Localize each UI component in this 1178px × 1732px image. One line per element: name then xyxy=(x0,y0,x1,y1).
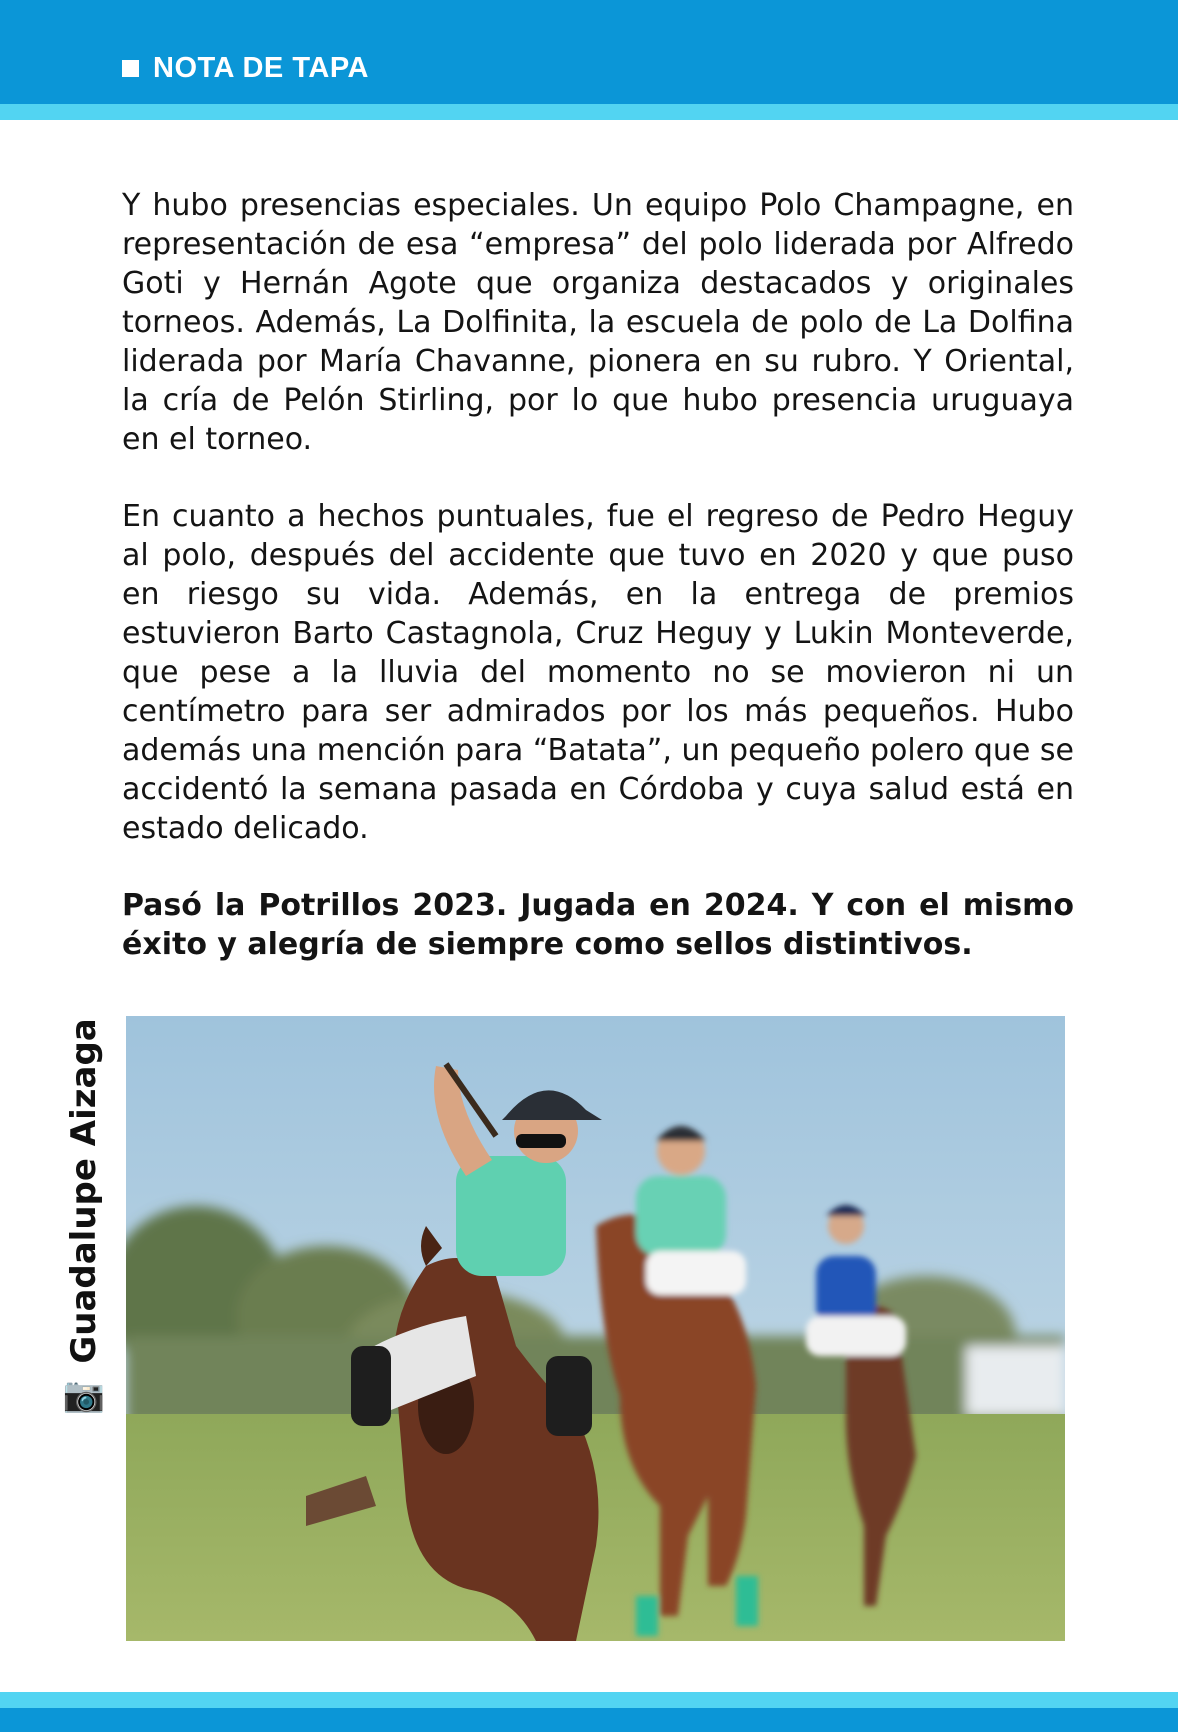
polo-photo xyxy=(126,1016,1065,1641)
camera-icon: 📷 xyxy=(62,1374,106,1415)
article-paragraph: Y hubo presencias especiales. Un equipo Polo Champagne, en representación de esa “empresa” del polo liderada por Alfredo Goti y Hernán Agote que organiza destacados y originales torneos. Además, La Dolfinita, la escuela de polo de La Dolfina liderada por María Chavanne, pionera en su rubro. Y Oriental, la cría de Pelón Stirling, por lo que hubo presencia uruguaya en el torneo. xyxy=(122,188,1074,457)
footer-bar xyxy=(0,1708,1178,1732)
footer-accent-stripe xyxy=(0,1692,1178,1708)
photo-credit-name: Guadalupe Aizaga xyxy=(64,1018,104,1364)
polo-photo-illustration xyxy=(126,1016,1065,1641)
article-paragraph: En cuanto a hechos puntuales, fue el regreso de Pedro Heguy al polo, después del accidente que tuvo en 2020 y que puso en riesgo su vida. Además, en la entrega de premios estuvieron Barto Castagnola, Cruz Heguy y Lukin Monteverde, que pese a la lluvia del momento no se movieron ni un centímetro para ser admirados por los más pequeños. Hubo además una mención para “Batata”, un pequeño polero que se accidentó la semana pasada en Córdoba y cuya salud está en estado delicado. xyxy=(122,499,1074,846)
section-label xyxy=(122,48,369,88)
section-label-text: NOTA DE TAPA xyxy=(153,51,369,84)
article-body xyxy=(122,186,1074,1002)
header-accent-stripe xyxy=(0,104,1178,120)
square-bullet-icon xyxy=(122,60,139,77)
photo-credit xyxy=(62,1016,106,1416)
article-closing-statement: Pasó la Potrillos 2023. Jugada en 2024. Y con el mismo éxito y alegría de siempre como sellos distintivos. xyxy=(122,888,1074,962)
